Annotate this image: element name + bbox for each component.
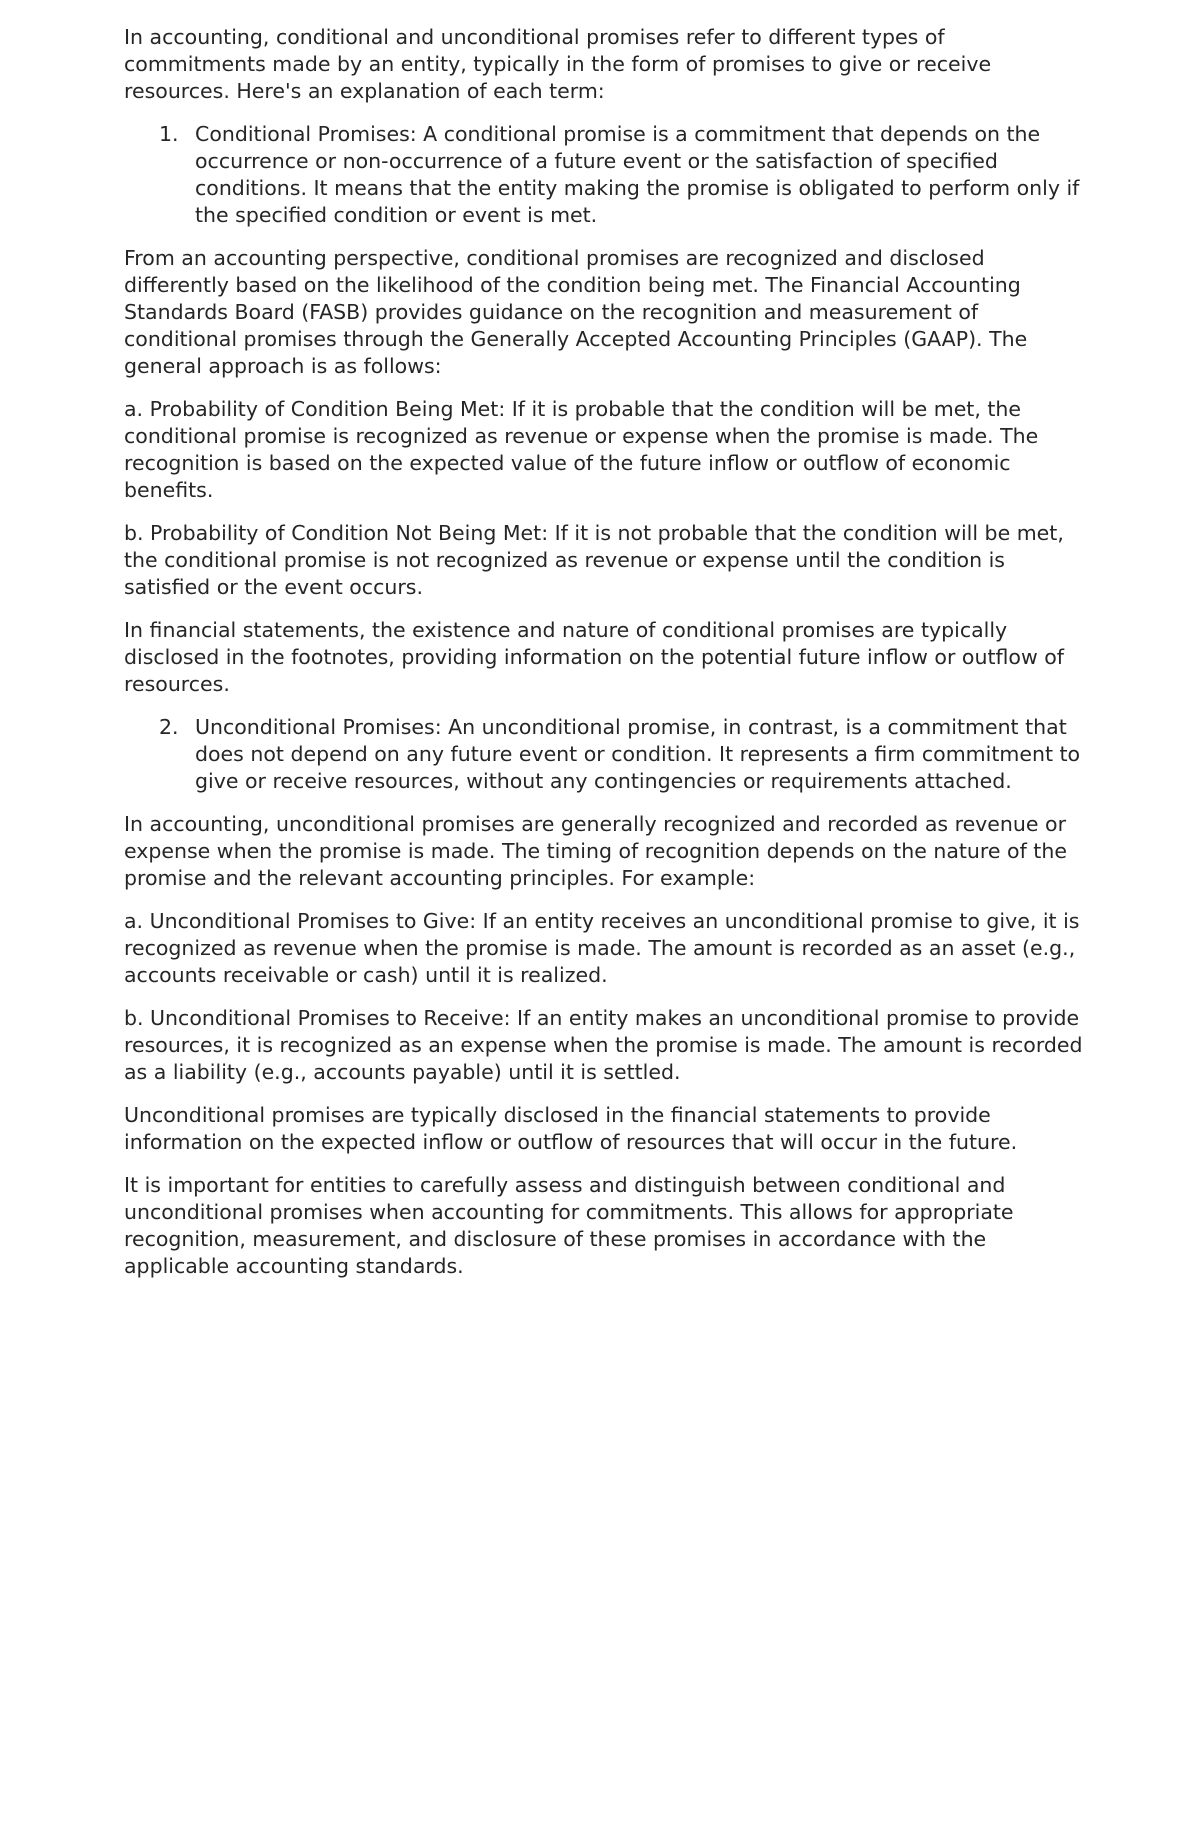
list-unconditional: [124, 714, 1084, 795]
intro-paragraph: In accounting, conditional and unconditional promises refer to different types of commitments made by an entity, typically in the form of promises to give or receive resources. Here's an explanation of each term:: [124, 25, 992, 103]
unconditional-disclosure-paragraph: Unconditional promises are typically disclosed in the financial statements to provide information on the expected inflow or outflow of resources that will occur in the future.: [124, 1103, 1018, 1154]
conditional-disclosure-paragraph: In financial statements, the existence and nature of conditional promises are typically disclosed in the footnotes, providing information on the potential future inflow or outflow of resources.: [124, 618, 1064, 696]
accounting-perspective-paragraph: From an accounting perspective, conditional promises are recognized and disclosed differently based on the likelihood of the condition being met. The Financial Accounting Standards Board (FASB) provides guidance on the recognition and measurement of conditional promises through the Generally Accepted Accounting Principles (GAAP). The general approach is as follows:: [124, 246, 1028, 378]
document-body: [124, 24, 1084, 1296]
conclusion-paragraph: It is important for entities to carefully assess and distinguish between conditional and unconditional promises when accounting for commitments. This allows for appropriate recognition, measurement, and disclosure of these promises in accordance with the applicable accounting standards.: [124, 1173, 1014, 1278]
list-item-number: 2.: [159, 715, 179, 739]
list-conditional: [124, 121, 1084, 229]
list-item-text: Unconditional Promises: An unconditional promise, in contrast, is a commitment that does not depend on any future event or condition. It represents a firm commitment to give or receive resources, without any contingencies or requirements attached.: [195, 715, 1081, 793]
condition-met-paragraph: a. Probability of Condition Being Met: If it is probable that the condition will be met, the conditional promise is recognized as revenue or expense when the promise is made. The recognition is based on the expected value of the future inflow or outflow of economic benefits.: [124, 397, 1039, 502]
list-item-conditional-promises: [124, 121, 1084, 229]
promises-to-give-paragraph: a. Unconditional Promises to Give: If an entity receives an unconditional promise to give, it is recognized as revenue when the promise is made. The amount is recorded as an asset (e.g., accounts receivable or cash) until it is realized.: [124, 909, 1080, 987]
promises-to-receive-paragraph: b. Unconditional Promises to Receive: If an entity makes an unconditional promise to provide resources, it is recognized as an expense when the promise is made. The amount is recorded as a liability (e.g., accounts payable) until it is settled.: [124, 1006, 1083, 1084]
condition-not-met-paragraph: b. Probability of Condition Not Being Met: If it is not probable that the condition will be met, the conditional promise is not recognized as revenue or expense until the condition is satisfied or the event occurs.: [124, 521, 1064, 599]
unconditional-recognition-paragraph: In accounting, unconditional promises are generally recognized and recorded as revenue or expense when the promise is made. The timing of recognition depends on the nature of the promise and the relevant accounting principles. For example:: [124, 812, 1067, 890]
list-item-number: 1.: [159, 122, 179, 146]
list-item-unconditional-promises: [124, 714, 1084, 795]
list-item-text: Conditional Promises: A conditional promise is a commitment that depends on the occurrence or non-occurrence of a future event or the satisfaction of specified conditions. It means that the entity making the promise is obligated to perform only if the specified condition or event is met.: [195, 122, 1080, 227]
